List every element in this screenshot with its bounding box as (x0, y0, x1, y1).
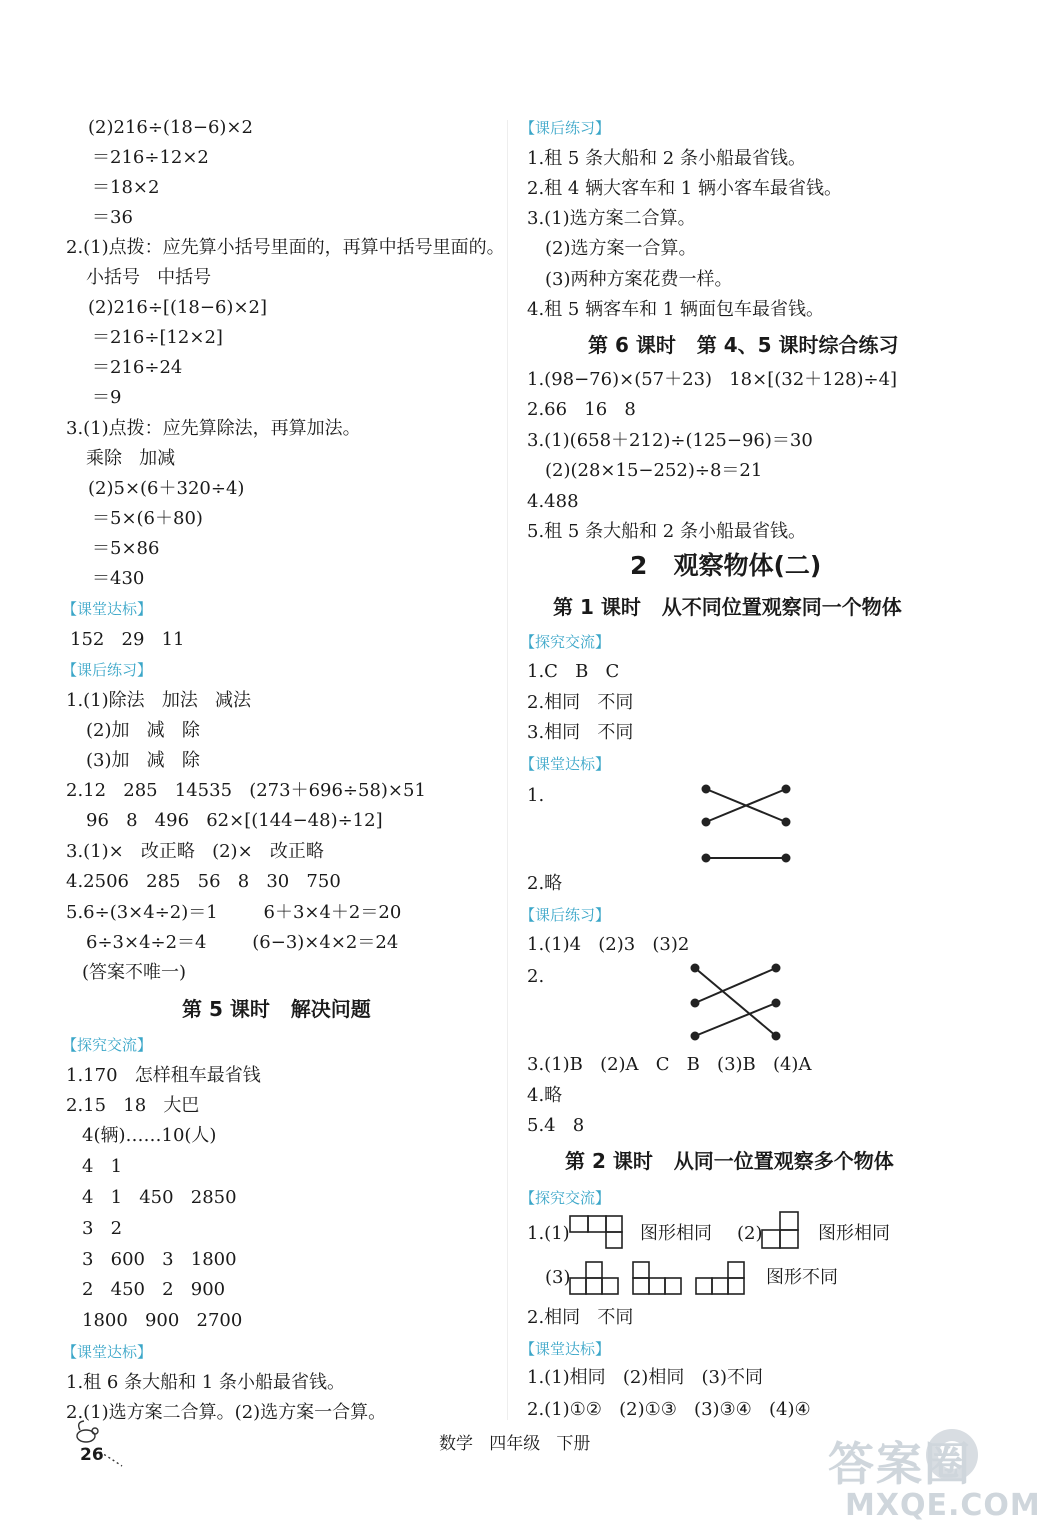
answer-line: 图形不同 (766, 1267, 838, 1288)
answer-line: 2.(1)选方案二合算。(2)选方案一合算。 (66, 1402, 387, 1423)
answer-line: 1.(1)4 (2)3 (3)2 (527, 934, 690, 955)
answer-line: ＝5×86 (92, 538, 160, 559)
answer-line: 4 1 (82, 1156, 123, 1177)
answer-line: 4.2506 285 56 8 30 750 (66, 871, 341, 892)
section-tag: 【课堂达标】 (62, 600, 153, 618)
section-tag: 【课堂达标】 (62, 1343, 153, 1361)
section-tag: 【探究交流】 (62, 1036, 153, 1054)
answer-line: 2.15 18 大巴 (66, 1095, 200, 1116)
answer-line: 4.略 (527, 1085, 563, 1106)
answer-line: ＝9 (92, 387, 122, 408)
answer-line: 1.(98−76)×(57＋23) 18×[(32＋128)÷4] (527, 369, 898, 390)
answer-line: (3)加 减 除 (86, 750, 200, 771)
section-tag: 【探究交流】 (520, 633, 611, 651)
lesson-title: 第 2 课时 从同一位置观察多个物体 (565, 1149, 894, 1173)
answer-line: 3.(1)选方案二合算。 (527, 208, 696, 229)
answer-line: 2. (527, 966, 545, 987)
answer-line: (2)(28×15−252)÷8＝21 (545, 460, 763, 481)
answer-line: 96 8 496 62×[(144−48)÷12] (86, 810, 383, 831)
answer-line: 1. (527, 785, 545, 806)
answer-line: (答案不唯一) (82, 962, 187, 983)
lesson-title: 第 1 课时 从不同位置观察同一个物体 (553, 595, 902, 619)
answer-line: 3.(1)× 改正略 (2)× 改正略 (66, 841, 324, 862)
answer-line: 1.租 5 条大船和 2 条小船最省钱。 (527, 148, 806, 169)
answer-line: 4 1 450 2850 (82, 1187, 237, 1208)
lesson-title: 第 6 课时 第 4、5 课时综合练习 (588, 333, 899, 357)
answer-line: 2.相同 不同 (527, 1307, 634, 1328)
answer-line: 3.相同 不同 (527, 722, 634, 743)
answer-line: (2)5×(6＋320÷4) (88, 478, 245, 499)
answer-line: 2 450 2 900 (82, 1279, 226, 1300)
answer-line: 2.66 16 8 (527, 399, 636, 420)
page-number: 26 (80, 1445, 104, 1465)
answer-line: (2) (737, 1223, 763, 1244)
answer-line: 4.租 5 辆客车和 1 辆面包车最省钱。 (527, 299, 824, 320)
book-label: 数学 四年级 下册 (439, 1434, 591, 1454)
answer-line: 4(辆)……10(人) (82, 1125, 217, 1146)
answer-line: 4.488 (527, 491, 579, 512)
answer-line: 3.(1)(658＋212)÷(125−96)＝30 (527, 430, 813, 451)
answer-line: ＝216÷24 (92, 357, 183, 378)
section-tag: 【课堂达标】 (520, 1340, 611, 1358)
answer-line: ＝5×(6＋80) (92, 508, 203, 529)
answer-line: ＝216÷[12×2] (92, 327, 223, 348)
answer-line: ＝216÷12×2 (92, 147, 209, 168)
answer-line: ＝36 (92, 207, 133, 228)
answer-line: 1.(1) (527, 1223, 570, 1244)
answer-line: 152 29 11 (70, 629, 185, 650)
answer-line: 1.(1)相同 (2)相同 (3)不同 (527, 1367, 763, 1388)
answer-line: 2.12 285 14535 (273＋696÷58)×51 (66, 780, 426, 801)
answer-line: (3) (545, 1267, 571, 1288)
section-tag: 【课后练习】 (520, 906, 611, 924)
answer-line: 5.4 8 (527, 1115, 585, 1136)
answer-line: 1.(1)除法 加法 减法 (66, 690, 252, 711)
answer-line: 3.(1)B (2)A C B (3)B (4)A (527, 1054, 812, 1075)
answer-line: 图形相同 (818, 1223, 890, 1244)
answer-line: 1.170 怎样租车最省钱 (66, 1065, 261, 1086)
section-tag: 【探究交流】 (520, 1189, 611, 1207)
answer-line: 小括号 中括号 (86, 267, 212, 288)
answer-line: 3 2 (82, 1218, 123, 1239)
unit-title: 2 观察物体(二) (630, 551, 822, 580)
answer-line: (3)两种方案花费一样。 (545, 269, 733, 290)
answer-line: 2.(1)点拨：应先算小括号里面的，再算中括号里面的。 (66, 237, 505, 258)
answer-line: 2.相同 不同 (527, 692, 634, 713)
answer-line: 6÷3×4÷2＝4 (6−3)×4×2＝24 (86, 932, 399, 953)
answer-line: ＝430 (92, 568, 145, 589)
answer-line: (2)216÷(18−6)×2 (88, 117, 253, 138)
lesson-title: 第 5 课时 解决问题 (182, 997, 371, 1021)
answer-line: ＝18×2 (92, 177, 160, 198)
answer-line: 2.略 (527, 873, 563, 894)
answer-line: 1800 900 2700 (82, 1310, 243, 1331)
answer-line: (2)216÷[(18−6)×2] (88, 297, 267, 318)
answer-line: (2)加 减 除 (86, 720, 200, 741)
answer-line: 乘除 加减 (86, 448, 176, 469)
answer-line: 3 600 3 1800 (82, 1249, 237, 1270)
answer-line: 5.租 5 条大船和 2 条小船最省钱。 (527, 521, 806, 542)
answer-line: (2)选方案一合算。 (545, 238, 697, 259)
answer-line: 5.6÷(3×4÷2)＝1 6＋3×4＋2＝20 (66, 902, 402, 923)
answer-line: 1.租 6 条大船和 1 条小船最省钱。 (66, 1372, 345, 1393)
section-tag: 【课堂达标】 (520, 755, 611, 773)
watermark-url: MXQE.COM (845, 1488, 1041, 1523)
answer-line: 2.租 4 辆大客车和 1 辆小客车最省钱。 (527, 178, 842, 199)
answer-line: 1.C B C (527, 661, 620, 682)
answer-line: 2.(1)①② (2)①③ (3)③④ (4)④ (527, 1399, 811, 1420)
answer-line: 图形相同 (640, 1223, 712, 1244)
watermark-text: 答案圈 (828, 1437, 972, 1491)
answer-line: 3.(1)点拨：应先算除法，再算加法。 (66, 418, 361, 439)
section-tag: 【课后练习】 (62, 661, 153, 679)
section-tag: 【课后练习】 (520, 119, 611, 137)
